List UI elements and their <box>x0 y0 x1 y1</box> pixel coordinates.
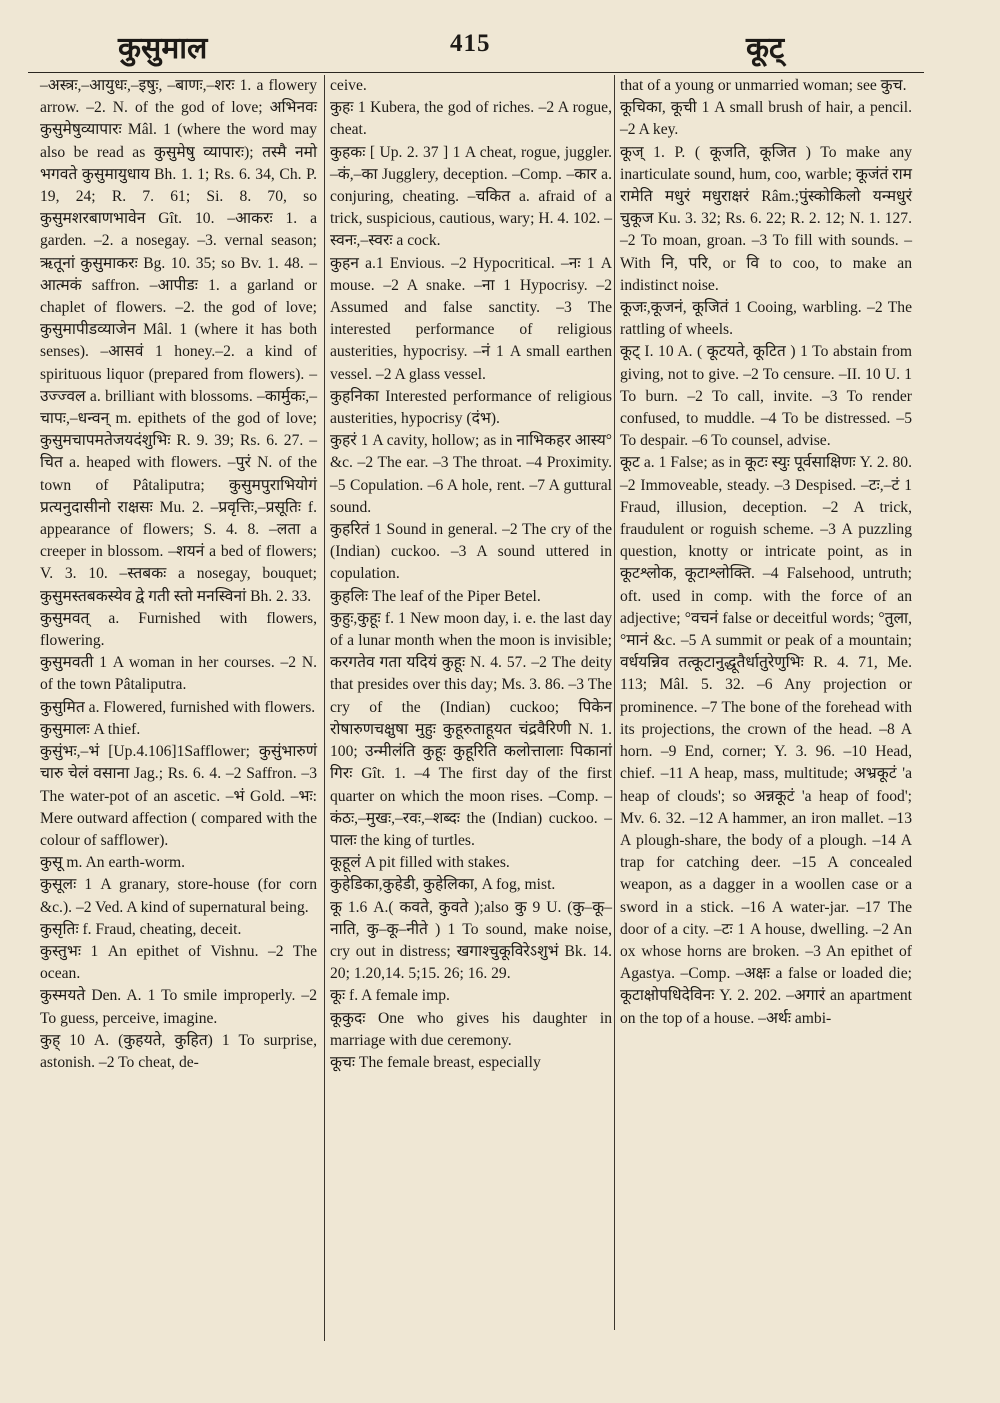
entry-text: कुसुंभः,–भं [Up.4.106]1Safflower; कुसुंभारुणं चारु चेलं वसाना Jag.; Rs. 6. 4. –2 Saffron. –3 The water-pot of an ascetic. –भं Gold. –भः: Mere outward affection ( compared with the colour of safflower). <box>40 743 317 849</box>
entry-text: कुहुः,कुहूः f. 1 New moon day, i. e. the last day of a lunar month when the moon is invisible; करगतेव गता यदियं कुहूः N. 4. 57. –2 The deity that presides over this day; Ms. 3. 86. –3 The cry of the (Indian) cuckoo; पिकेन रोषारुणचक्षुषा मुहुः कुहूरुताहूयत चंद्रवैरिणी N. 1. 100; उन्मीलंति कुहूः कुहूरिति कलोत्तालाः पिकानां गिरः Gît. 1. –4 The first day of the first quarter on which the moon rises. –Comp. –कंठः,–मुखः,–रवः,–शब्दः the (Indian) cuckoo. –पालः the king of turtles. <box>330 609 612 849</box>
page-number: 415 <box>450 30 491 57</box>
column-separator <box>324 75 325 1341</box>
entry-text: कुसूलः 1 A granary, store-house (for corn &c.). –2 Ved. A kind of supernatural being. <box>40 876 317 916</box>
entry-text: कूचः The female breast, especially <box>330 1053 541 1071</box>
header-rule <box>28 72 924 73</box>
entry-text: कुसृतिः f. Fraud, cheating, deceit. <box>40 920 242 938</box>
entry-text: कूकुदः One who gives his daughter in marriage with due ceremony. <box>330 1009 612 1049</box>
entry-text: कुसू m. An earth-worm. <box>40 854 186 872</box>
column-separator <box>614 75 615 1330</box>
entry-text: कूचिका, कूची 1 A small brush of hair, a pencil. –2 A key. <box>620 99 912 139</box>
entry-text: कुह् 10 A. (कुहयते, कुहित) 1 To surprise, astonish. –2 To cheat, de- <box>40 1031 317 1071</box>
entry-text: कुसुमवती 1 A woman in her courses. –2 N. of the town Pâtaliputra. <box>40 654 317 694</box>
entry-text: कुसुमालः A thief. <box>40 720 141 738</box>
left-running-head: कुसुमाल <box>118 31 208 66</box>
entry-text: कुहः 1 Kubera, the god of riches. –2 A rogue, cheat. <box>330 99 612 139</box>
entry-text: कुस्मयते Den. A. 1 To smile improperly. –2 To guess, perceive, imagine. <box>40 987 317 1027</box>
entry-text: कूट् I. 10 A. ( कूटयते, कूटित ) 1 To abstain from giving, not to give. –2 To censure. –II. 10 U. 1 To burn. –2 To call, invite. –3 To render confused, to muddle. –4 To be distressed. –5 To despair. –6 To counsel, advise. <box>620 343 912 450</box>
entry-text: –अस्त्रः,–आयुधः,–इषुः, –बाणः,–शरः 1. a flowery arrow. –2. N. of the god of love; अभिनवः कुसुमेषुव्यापारः Mâl. 1 (where the word may also be read as कुसुमेषु व्यापारः); तस्मै नमो भगवते कुसुमायुधाय Bh. 1. 1; Rs. 6. 34, Ch. P. 19, 24; R. 7. 61; Si. 8. 70, so कुसुमशरबाणभावेन Gît. 10. –आकरः 1. a garden. –2. a nosegay. –3. vernal season; ऋतूनां कुसुमाकरः Bg. 10. 35; so Bv. 1. 48. –आत्मकं saffron. –आपीडः 1. a garland or chaplet of flowers. –2. the god of love; कुसुमापीडव्याजेन Mâl. 1 (where it has both senses). –आसवं 1 honey.–2. a kind of spirituous liquor (prepared from flowers). –उज्ज्वल a. brilliant with blossoms. –कार्मुकः,–चापः,–धन्वन् m. epithets of the god of love; कुसुमचापमतेजयदंशुभिः R. 9. 39; Rs. 6. 27. –चित a. heaped with flowers. –पुरं N. of the town of Pâtaliputra; कुसुमपुराभियोगं प्रत्यनुदासीनो राक्षसः Mu. 2. –प्रवृत्तिः,–प्रसूतिः f. appearance of flowers; S. 4. 8. –लता a creeper in blossom. –शयनं a bed of flowers; V. 3. 10. –स्तबकः a nosegay, bouquet; कुसुमस्तबकस्येव द्वे गती स्तो मनस्विनां Bh. 2. 33. <box>40 77 317 605</box>
entry-text: कुसुमवत् a. Furnished with flowers, flowering. <box>40 609 317 650</box>
entry-text: कुहरं 1 A cavity, hollow; as in नाभिकहर आस्य° &c. –2 The ear. –3 The throat. –4 Proximity. –5 Copulation. –6 A hole, rent. –7 A guttural sound. <box>330 432 612 516</box>
entry-text: कुहनिका Interested performance of religious austerities, hypocrisy (दंभ). <box>330 387 612 428</box>
entry-text: that of a young or unmarried woman; see कुच. <box>620 77 907 94</box>
entry-text: कुस्तुभः 1 An epithet of Vishnu. –2 The ocean. <box>40 942 317 983</box>
entry-text: कुहकः [ Up. 2. 37 ] 1 A cheat, rogue, juggler. –कं,–का Jugglery, deception. –Comp. –कार a. conjuring, cheating. –चकित a. afraid of a trick, suspicious, cautious, wary; H. 4. 102. –स्वनः,–स्वरः a cock. <box>330 143 612 250</box>
entry-text: कुहेडिका,कुहेडी, कुहेलिका, A fog, mist. <box>330 876 556 894</box>
entry-text: कूः f. A female imp. <box>330 987 450 1005</box>
entry-text: कू 1.6 A.( कवते, कुवते );also कु 9 U. (कु–कू–नाति, कु–कू–नीते ) 1 To sound, make noise, cry out in distress; खगाश्चुकूविरेऽशुभं Bk. 14. 20; 1.20,14. 5;15. 26; 16. 29. <box>330 898 612 983</box>
page-header <box>40 22 962 72</box>
entry-text: कूज् 1. P. ( कूजति, कूजित ) To make any inarticulate sound, hum, coo, warble; कूजंतं राम रामेति मधुरं मधुराक्षरं Râm.;पुंस्कोकिलो यन्मधुरं चुकूज Ku. 3. 32; Rs. 6. 22; R. 2. 12; N. 1. 127. –2 To moan, groan. –3 To fill with sounds. –With नि, परि, or वि to coo, to make an indistinct noise. <box>620 143 912 294</box>
right-running-head: कूट् <box>746 31 785 66</box>
column-3 <box>620 75 912 1030</box>
entry-text: कूजः,कूजनं, कूजितं 1 Cooing, warbling. –2 The rattling of wheels. <box>620 299 912 339</box>
entry-text: कुहरितं 1 Sound in general. –2 The cry of the (Indian) cuckoo. –3 A sound uttered in copulation. <box>330 521 612 583</box>
entry-text: कुहन a.1 Envious. –2 Hypocritical. –नः 1 A mouse. –2 A snake. –ना 1 Hypocrisy. –2 Assumed and false sanctity. –3 The interested performance of religious austerities, hypocrisy. –नं 1 A small earthen vessel. –2 A glass vessel. <box>330 254 612 383</box>
entry-text: कुहलिः The leaf of the Piper Betel. <box>330 587 541 605</box>
entry-text: कूहूलं A pit filled with stakes. <box>330 854 510 872</box>
entry-text: कुसुमित a. Flowered, furnished with flowers. <box>40 698 316 716</box>
column-1 <box>40 75 317 1074</box>
column-2 <box>330 75 612 1074</box>
entry-text: कूट a. 1 False; as in कूटः स्युः पूर्वसाक्षिणः Y. 2. 80. –2 Immoveable, steady. –3 Despised. –टः,–टं 1 Fraud, illusion, deception. –2 A trick, fraudulent or roguish scheme. –3 A puzzling question, knotty or intricate point, as in कूटश्लोक, कूटाश्लोक्ति. –4 Falsehood, untruth; oft. used in comp. with the force of an adjective; °वचनं false or deceitful words; °तुला, °मानं &c. –5 A summit or peak of a mountain; वर्धयन्निव तत्कूटानुद्धूतैर्धातुरेणुभिः R. 4. 71, Me. 113; Mâl. 5. 32. –6 Any projection or prominence. –7 The bone of the forehead with its projections, the crown of the head. –8 A horn. –9 End, corner; Y. 3. 96. –10 Head, chief. –11 A heap, mass, multitude; अभ्रकूटं 'a heap of clouds'; so अन्नकूटं 'a heap of food'; Mv. 6. 32. –12 A hammer, an iron mallet. –13 A plough-share, the body of a plough. –14 A trap for catching deer. –15 A concealed weapon, as a dagger in a woollen case or a sword in a stick. –16 A water-jar. –17 The door of a city. –टः 1 A house, dwelling. –2 An ox whose horns are broken. –3 An epithet of Agastya. –Comp. –अक्षः a false or loaded die; कूटाक्षोपधिदेविनः Y. 2. 202. –अगारं an apartment on the top of a house. –अर्थः ambi- <box>620 454 912 1027</box>
entry-text: ceive. <box>330 77 367 94</box>
